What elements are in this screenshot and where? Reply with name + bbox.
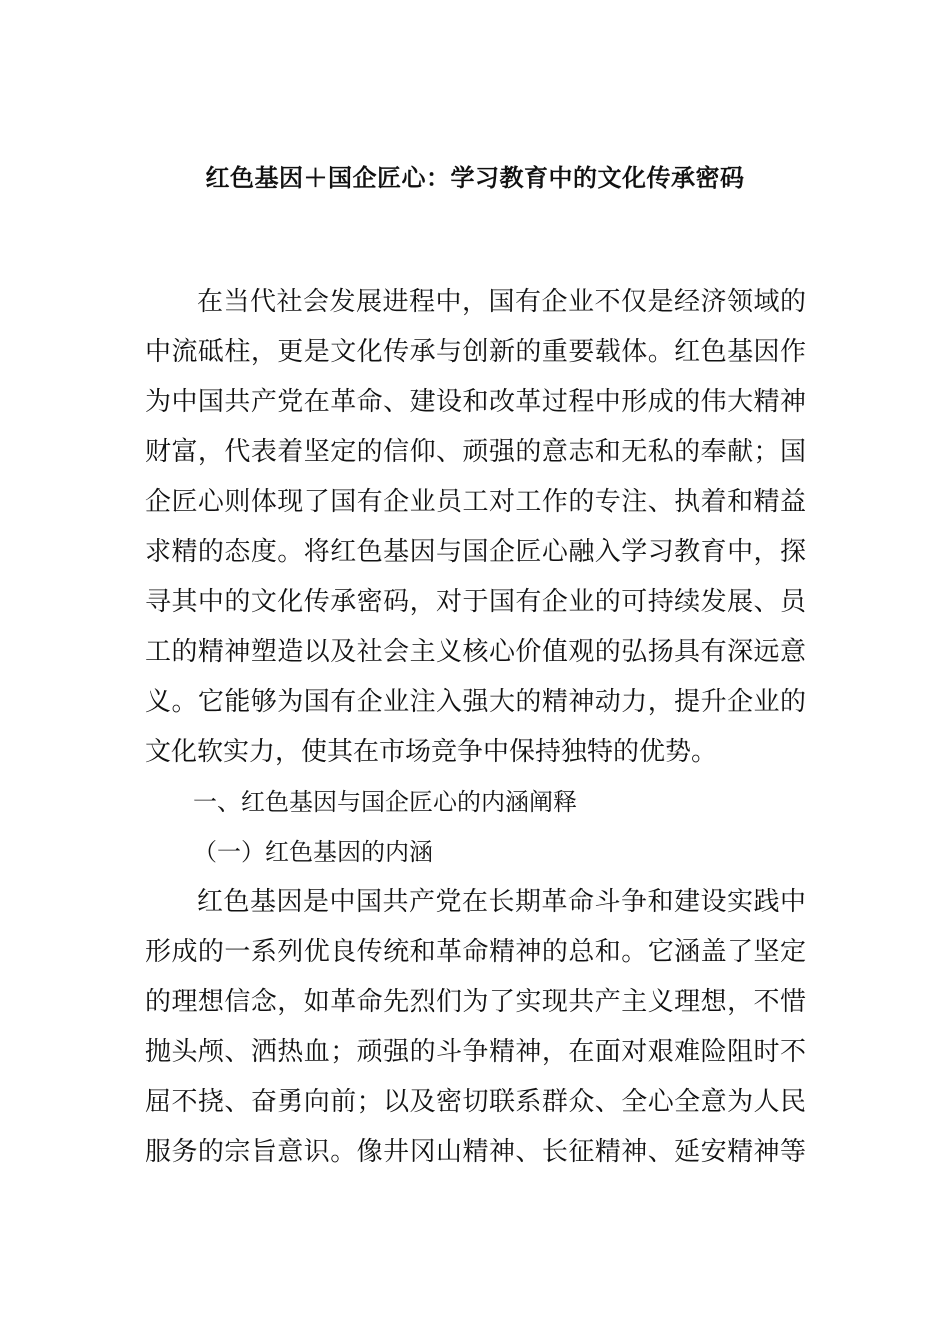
text-line: 的理想信念，如革命先烈们为了实现共产主义理想，不惜 bbox=[145, 987, 806, 1017]
text-line: 寻其中的文化传承密码，对于国有企业的可持续发展、员 bbox=[145, 587, 806, 617]
paragraph-red-gene bbox=[145, 877, 806, 1177]
text-line: 企匠心则体现了国有企业员工对工作的专注、执着和精益 bbox=[145, 487, 806, 517]
text-line: 中流砥柱，更是文化传承与创新的重要载体。红色基因作 bbox=[145, 337, 806, 367]
document-title: 红色基因＋国企匠心：学习教育中的文化传承密码 bbox=[205, 164, 745, 192]
subsection-heading: （一）红色基因的内涵 bbox=[193, 838, 433, 866]
text-line: 为中国共产党在革命、建设和改革过程中形成的伟大精神 bbox=[145, 387, 806, 417]
document-body bbox=[145, 277, 806, 1177]
text-line: 工的精神塑造以及社会主义核心价值观的弘扬具有深远意 bbox=[145, 637, 806, 667]
text-line: 抛头颅、洒热血；顽强的斗争精神，在面对艰难险阻时不 bbox=[145, 1037, 806, 1067]
text-line: 财富，代表着坚定的信仰、顽强的意志和无私的奉献；国 bbox=[145, 437, 806, 467]
text-line: 形成的一系列优良传统和革命精神的总和。它涵盖了坚定 bbox=[145, 937, 806, 967]
text-line: 屈不挠、奋勇向前；以及密切联系群众、全心全意为人民 bbox=[145, 1087, 806, 1117]
text-line: 服务的宗旨意识。像井冈山精神、长征精神、延安精神等 bbox=[145, 1137, 806, 1167]
text-line: 文化软实力，使其在市场竞争中保持独特的优势。 bbox=[145, 737, 718, 767]
text-line: 求精的态度。将红色基因与国企匠心融入学习教育中，探 bbox=[145, 537, 806, 567]
text-line: 红色基因是中国共产党在长期革命斗争和建设实践中 bbox=[197, 887, 806, 917]
section-heading: 一、红色基因与国企匠心的内涵阐释 bbox=[193, 788, 577, 816]
paragraph-intro bbox=[145, 277, 806, 777]
text-line: 在当代社会发展进程中，国有企业不仅是经济领域的 bbox=[197, 287, 806, 317]
text-line: 义。它能够为国有企业注入强大的精神动力，提升企业的 bbox=[145, 687, 806, 717]
